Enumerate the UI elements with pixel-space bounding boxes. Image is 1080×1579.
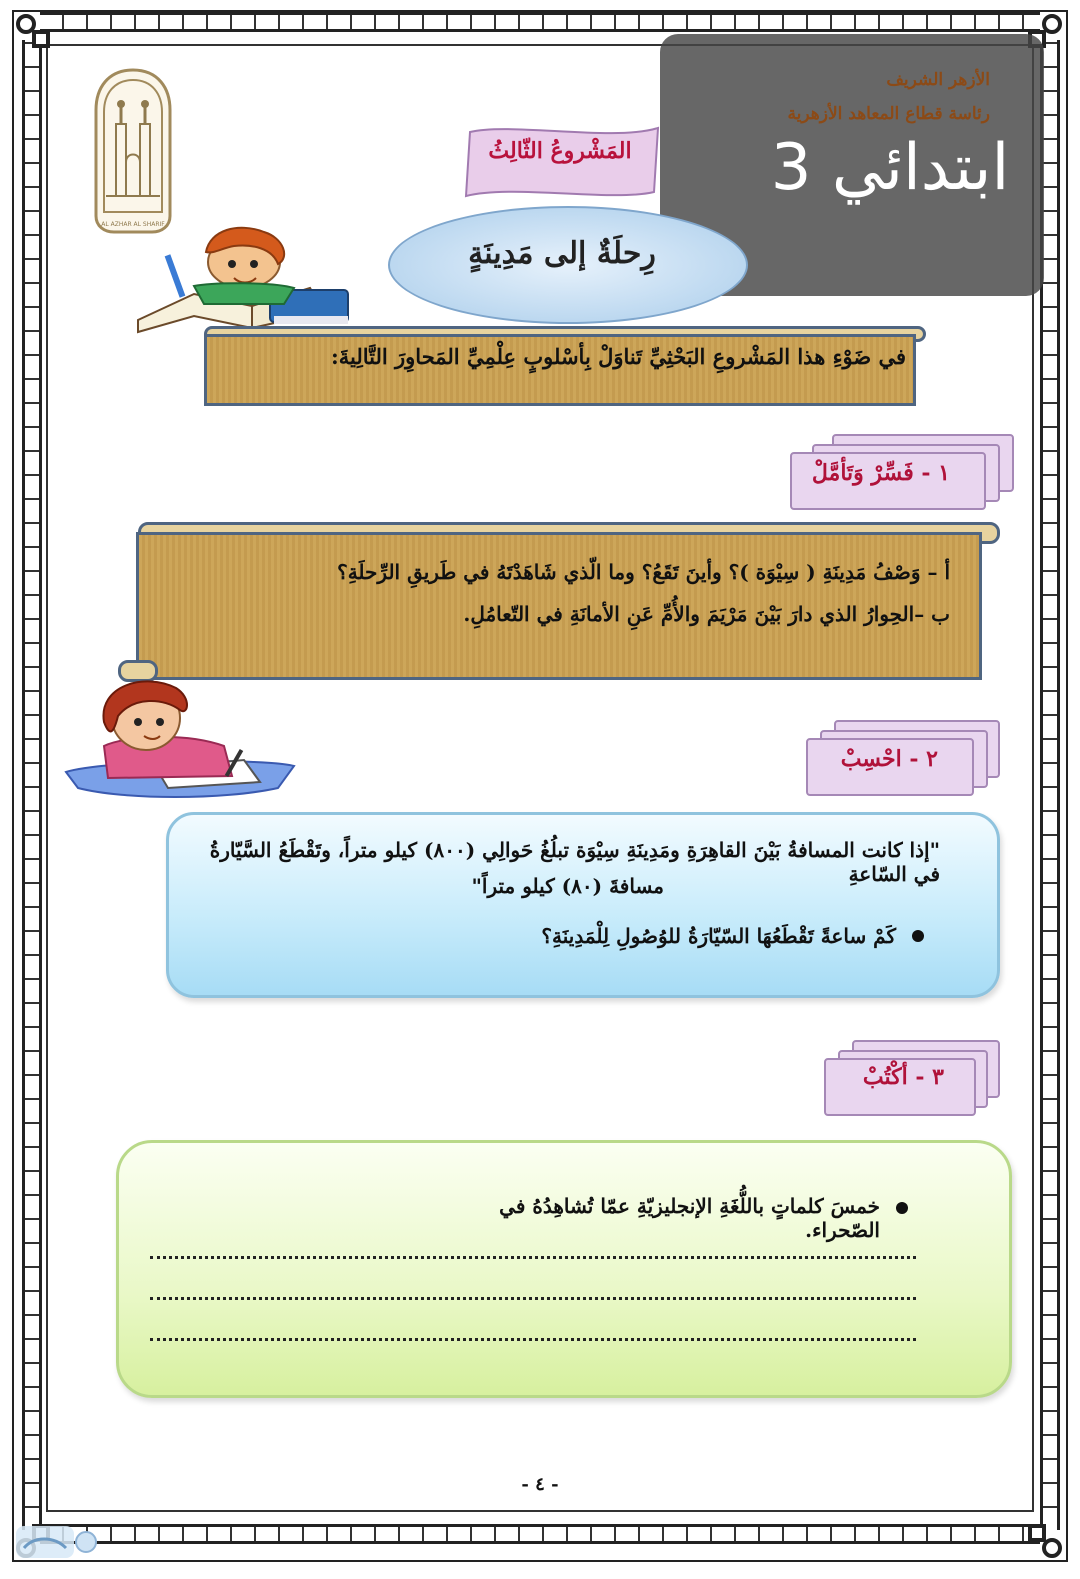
- al-azhar-logo: [92, 66, 174, 236]
- institution-line-2: رئاسة قطاع المعاهد الأزهرية: [787, 104, 990, 124]
- calculation-question: كَمْ ساعةً تَقْطَعُهَا السّيّارَةُ للوُصُولِ لِلْمَدِينَةِ؟: [541, 924, 896, 948]
- institution-line-1: الأزهر الشريف: [886, 70, 990, 90]
- question-a: أ – وَصْفُ مَدِينَةِ ( سِيْوَة )؟ وأينَ تَقَعُ؟ وما الّذي شَاهَدْتَهُ في طَريقِ الرِّحلَةِ؟: [337, 560, 950, 584]
- frame-border-bottom: [40, 1524, 1040, 1544]
- question-b: ب –الحِوارُ الذي دارَ بَيْنَ مَرْيَمَ والأُمِّ عَنِ الأمانَةِ في التّعامُلِ.: [463, 602, 950, 626]
- frame-corner-ornament: [1022, 1518, 1068, 1564]
- writing-box: [116, 1140, 1012, 1398]
- answer-line-3[interactable]: [150, 1338, 916, 1341]
- section-1-title: ١ - فَسِّرْ وَتَأمَّلْ: [811, 460, 950, 486]
- writing-task: خمسَ كلماتٍ باللُّغَةِ الإنجليزيّةِ عمّا تُشاهِدُهُ في الصّحراء.: [499, 1194, 880, 1242]
- answer-line-1[interactable]: [150, 1256, 916, 1259]
- intro-text: في ضَوْءِ هذا المَشْروعِ البَحْثِيِّ تَناوَلْ بِأسْلوبٍ عِلْمِيِّ المَحاوِرَ التَّالِيةَ:: [331, 344, 906, 369]
- project-title: رِحلَةٌ إلى مَدِينَةٍ: [468, 236, 656, 271]
- frame-border-left: [22, 40, 42, 1530]
- grade-label: 3 ابتدائي: [770, 131, 1010, 205]
- frame-border-top: [40, 12, 1040, 32]
- frame-corner-ornament: [10, 8, 56, 54]
- page-number: - ٤ -: [521, 1474, 559, 1495]
- boy-reading-illustration: [134, 224, 354, 334]
- site-watermark-icon: [14, 1520, 98, 1564]
- girl-writing-illustration: [64, 676, 296, 800]
- calculation-statement-line-1: "إذا كانت المسافةُ بَيْنَ القاهِرَةِ ومَدِينَةِ سِيْوَة تبلُغُ حَوالِي (٨٠٠) كيلو متراً، وتَقْطَعُ السَّيّارةُ في السّاعةِ: [209, 838, 940, 886]
- calculation-statement-line-2: مسافةَ (٨٠) كيلو متراً": [471, 874, 664, 898]
- project-badge-label: المَشْروعُ الثّالِثُ: [488, 138, 632, 164]
- section-2-title: ٢ - احْسِبْ: [840, 746, 938, 772]
- section-3-title: ٣ - أكْتُبْ: [862, 1064, 944, 1090]
- answer-line-2[interactable]: [150, 1297, 916, 1300]
- logo-lettering: AL AZHAR AL SHARIF: [101, 221, 165, 228]
- bullet-icon: [896, 1202, 908, 1214]
- bullet-icon: [912, 930, 924, 942]
